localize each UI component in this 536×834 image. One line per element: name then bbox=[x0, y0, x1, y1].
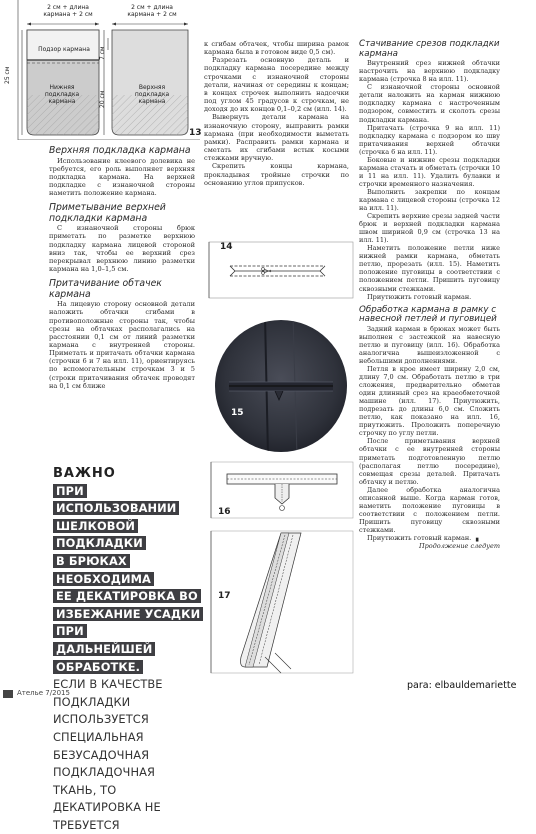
dim-25: 25 см bbox=[4, 66, 11, 84]
credit-text: para: elbauldemariette bbox=[407, 680, 517, 691]
paragraph: Петля в крое имеет ширину 2,0 см, длину 7,0 см. Обработать петлю в три сложения, предварительно обметав один длинный срез на краеобметочной машине (илл. 17). Приутюжить, подрезать до длины 6,0 см. Сложить петлю, как показано на илл. 16, приутюжить. Проложить поперечную строчку по углу петли. bbox=[359, 365, 500, 438]
heading-attaching-facings: Притачивание обтачек кармана bbox=[49, 278, 162, 300]
pocket-photo bbox=[205, 316, 354, 452]
figure-13-number: 13 bbox=[189, 128, 202, 138]
column-3 bbox=[359, 40, 500, 550]
final-line: Приутюжить готовый карман. bbox=[367, 534, 472, 542]
paragraph: Далее обработка аналогична описанной выше. Когда карман готов, наметить положение пуговицы в соответствии с положением петли. Пришить пуговицу сквозными стежками. bbox=[359, 485, 500, 534]
important-highlight-line bbox=[53, 641, 201, 676]
dim-20: 20 см bbox=[99, 90, 106, 108]
important-highlight-line bbox=[53, 518, 201, 553]
important-highlight-lines bbox=[53, 483, 201, 677]
heading-loop-pocket: Обработка кармана в рамку с навесной петлей и пуговицей bbox=[359, 304, 497, 325]
important-highlight-line bbox=[53, 588, 201, 606]
important-normal-line: БЕЗУСАДОЧНАЯ bbox=[53, 747, 150, 762]
highlight-text: ШЕЛКОВОЙ ПОДКЛАДКИ bbox=[53, 519, 146, 551]
important-normal-line: СПЕЦИАЛЬНАЯ bbox=[53, 729, 144, 744]
paragraph: Вывернуть детали кармана на изнаночную сторону, выправить рамки кармана (при необходимости выметать рамки). Расправить рамки кармана и сметать их сгибами встык косыми стежками вручную. bbox=[204, 113, 349, 163]
label-pocket-facing: Подзор кармана bbox=[38, 46, 90, 53]
important-normal-lines bbox=[53, 676, 201, 834]
highlight-text: ПРИ ИСПОЛЬЗОВАНИИ bbox=[53, 484, 179, 516]
figure-17-number: 17 bbox=[218, 591, 231, 601]
label-lower-lining: Нижняя подкладка кармана bbox=[44, 84, 80, 105]
paragraph: Внутренний срез нижней обтачки настрочить на верхнюю подкладку кармана (строчка 8 на илл. 11). bbox=[359, 59, 500, 84]
paragraph: Приутюжить готовый карман. bbox=[367, 292, 472, 301]
pocket-layout-diagram bbox=[0, 0, 200, 140]
paragraph: Разрезать основную деталь и подкладку кармана посередине между строчками с изнаночной стороны детали, начиная от середины к концам; в концах строчек выполнить надсечки под углом 45 градусов к строчкам, не доходя до их концов 0,1–0,2 см (илл. 14). bbox=[204, 56, 349, 114]
end-mark-icon: ▗ bbox=[473, 534, 479, 542]
paragraph: Наметить положение петли ниже нижней рамки кармана, обметать петлю, прорезать (илл. 15). Наметить положение пуговицы в соответствии с положением петли. Пришить пуговицу сквозными стежками. bbox=[359, 244, 500, 293]
paragraph: На лицевую сторону основной детали наложить обтачки сгибами в противоположные стороны так, чтобы срезы на обтачках располагались на расстоянии 0,1 см от линий разметки кармана с внутренней стороны. Приметать и притачать обтачки кармана (строчки 6 и 7 на илл. 11), ориентируясь по вспомогательным строчкам 3 и 5 (строки притачивания обтачек проводят на 0,1 см ближе bbox=[49, 300, 195, 390]
column-2 bbox=[204, 40, 349, 187]
diagram-13 bbox=[0, 0, 200, 140]
important-normal-line: ЕСЛИ В КАЧЕСТВЕ bbox=[53, 677, 163, 692]
dim-left: 2 см + длина кармана + 2 см bbox=[43, 4, 93, 18]
highlight-text: ИЗБЕЖАНИЕ УСАДКИ ПРИ bbox=[53, 607, 203, 639]
loop-strip-diagram bbox=[205, 527, 354, 675]
important-highlight-line bbox=[53, 483, 201, 518]
important-title: ВАЖНО bbox=[53, 466, 116, 481]
page-marker-icon bbox=[3, 690, 13, 698]
figure-17 bbox=[205, 527, 354, 675]
heading-stitching-lining: Стачивание срезов подкладки кармана bbox=[359, 39, 500, 59]
paragraph: Боковые и нижние срезы подкладки кармана стачать и обметать (строчки 10 и 11 на илл. 11). Удалить булавки и строчки временного назначения. bbox=[359, 155, 500, 188]
footer-page: Ателье 7/2015 bbox=[17, 689, 70, 697]
paragraph: Притачать (строчка 9 на илл. 11) подкладку кармана с подзором ко шву притачивания верхней обтачки (строчка 6 на илл. 11). bbox=[359, 123, 500, 156]
figure-16-number: 16 bbox=[218, 507, 231, 517]
dim-7: 7 см bbox=[99, 46, 106, 60]
paragraph: Задний карман в брюках может быть выполнен с застежкой на навесную петлю и пуговицу (илл. 16). Обработка аналогична вышеизложенной с небольшими дополнениями. bbox=[359, 324, 500, 365]
important-normal-line: ПОДКЛАДКИ ИСПОЛЬЗУЕТСЯ bbox=[53, 694, 149, 727]
column-1 bbox=[49, 146, 195, 390]
dim-right: 2 см + длина кармана + 2 см bbox=[127, 4, 177, 18]
important-highlight-line bbox=[53, 553, 201, 588]
paragraph: к сгибам обтачек, чтобы ширина рамок кармана была в готовом виде 0,5 см). bbox=[204, 40, 349, 57]
paragraph: Использование клеевого долевика не требуется, его роль выполняет верхняя подкладка кармана. На верхней подкладке с изнаночной стороны наметить положение кармана. bbox=[49, 156, 195, 198]
important-highlight-line bbox=[53, 606, 201, 641]
figure-14-number: 14 bbox=[220, 242, 233, 252]
heading-basting-upper-lining: Приметывание верхней подкладки кармана bbox=[49, 202, 166, 224]
heading-upper-lining: Верхняя подкладка кармана bbox=[49, 145, 191, 156]
highlight-text: ЕЕ ДЕКАТИРОВКА ВО bbox=[53, 589, 201, 603]
paragraph: С изнаночной стороны основной детали наложить на карман нижнюю подкладку кармана с настроченным подзором, совместить и сколоть срезы подкладки кармана. bbox=[359, 83, 500, 124]
paragraph: После приметывания верхней обтачки с ее внутренней стороны приметать подготовленную петлю (располагая петлю посередине), совмещая срезы деталей. Притачать обтачку и петлю. bbox=[359, 437, 500, 486]
important-normal-line: ПОДКЛАДОЧНАЯ ТКАНЬ, ТО bbox=[53, 765, 156, 797]
important-box bbox=[53, 465, 201, 834]
paragraph: Скрепить концы кармана, прокладывая тройные строчки по основанию углов припусков. bbox=[204, 162, 349, 187]
paragraph bbox=[359, 534, 500, 542]
paragraph: Выполнить закрепки по концам кармана с лицевой стороны (строчка 12 на илл. 11). bbox=[359, 187, 500, 213]
highlight-text: ДАЛЬНЕЙШЕЙ ОБРАБОТКЕ. bbox=[53, 642, 155, 674]
label-upper-lining: Верхняя подкладка кармана bbox=[134, 84, 170, 105]
paragraph: Скрепить верхние срезы задней части брюк и верхней подкладки кармана швом шириной 0,9 см (строчка 13 на илл. 11). bbox=[359, 212, 500, 245]
paragraph: С изнаночной стороны брюк приметать по разметке верхнюю подкладку кармана лицевой стороной вниз так, чтобы ее верхний срез перекрывал верхнюю линию разметки кармана на 1,0–1,5 см. bbox=[49, 224, 195, 274]
continued-note: Продолжение следует bbox=[418, 542, 500, 551]
figure-15-number: 15 bbox=[231, 408, 244, 418]
highlight-text: В БРЮКАХ НЕОБХОДИМА bbox=[53, 554, 154, 586]
figure-15-photo bbox=[205, 316, 354, 452]
important-normal-line: ДЕКАТИРОВКА НЕ ТРЕБУЕТСЯ bbox=[53, 800, 161, 832]
